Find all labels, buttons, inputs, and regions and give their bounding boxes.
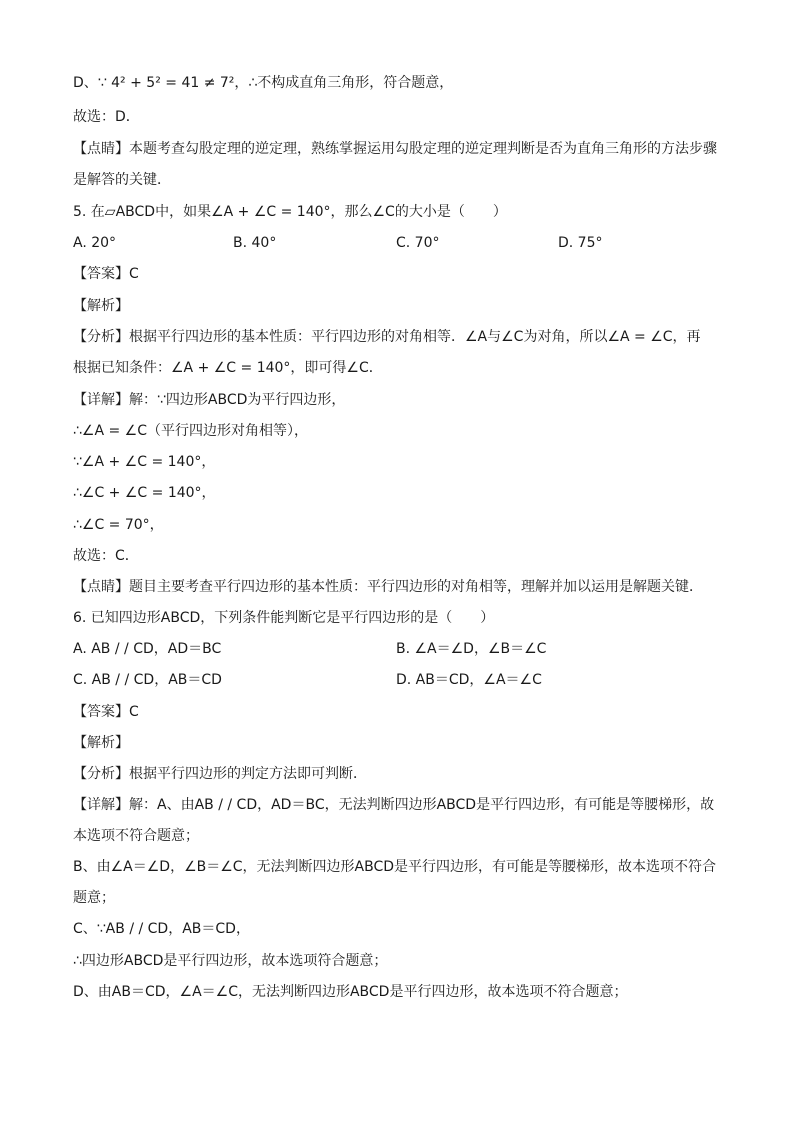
question-5: 5. 在▱ABCD中，如果∠A + ∠C = 140°，那么∠C的大小是（ ） xyxy=(73,204,507,220)
text-line: ∵∠A + ∠C = 140°， xyxy=(73,454,216,470)
question-6: 6. 已知四边形ABCD，下列条件能判断它是平行四边形的是（ ） xyxy=(73,610,495,626)
text-line: 【详解】解：∵四边形ABCD为平行四边形， xyxy=(73,392,346,408)
text-line: 【点睛】本题考查勾股定理的逆定理，熟练掌握运用勾股定理的逆定理判断是否为直角三角形的方法步骤 xyxy=(73,141,717,157)
analysis-label: 【解析】 xyxy=(73,735,129,751)
text-line: 【分析】根据平行四边形的基本性质：平行四边形的对角相等．∠A与∠C为对角，所以∠A = ∠C，再 xyxy=(73,329,701,345)
text-line: B、由∠A＝∠D，∠B＝∠C，无法判断四边形ABCD是平行四边形，有可能是等腰梯形，故本选项不符合 xyxy=(73,859,717,875)
text-line: D、由AB＝CD，∠A＝∠C，无法判断四边形ABCD是平行四边形，故本选项不符合题意； xyxy=(73,984,628,1000)
answer-label: 【答案】C xyxy=(73,266,139,282)
q5-option-d: D. 75° xyxy=(558,235,603,251)
text-line: 故选：D． xyxy=(73,109,140,125)
text-line: 【详解】解：A、由AB / / CD，AD＝BC，无法判断四边形ABCD是平行四边形，有可能是等腰梯形，故 xyxy=(73,797,715,813)
text-line: ∴四边形ABCD是平行四边形，故本选项符合题意； xyxy=(73,953,388,969)
text-line: 故选：C． xyxy=(73,548,139,564)
q6-option-d: D. AB＝CD，∠A＝∠C xyxy=(396,672,542,688)
text-line: 本选项不符合题意； xyxy=(73,828,199,844)
answer-label: 【答案】C xyxy=(73,704,139,720)
q5-option-b: B. 40° xyxy=(233,235,277,251)
text-line: D、∵ 4² + 5² = 41 ≠ 7²，∴不构成直角三角形，符合题意， xyxy=(73,75,454,91)
text-line: ∴∠C + ∠C = 140°， xyxy=(73,485,216,501)
q6-option-c: C. AB / / CD，AB＝CD xyxy=(73,672,222,688)
text-line: 题意； xyxy=(73,890,115,906)
text-line: 根据已知条件：∠A + ∠C = 140°，即可得∠C． xyxy=(73,360,383,376)
text-line: 【点睛】题目主要考查平行四边形的基本性质：平行四边形的对角相等，理解并加以运用是解题关键． xyxy=(73,579,703,595)
text-line: ∴∠C = 70°， xyxy=(73,517,164,533)
q5-option-c: C. 70° xyxy=(396,235,440,251)
q5-option-a: A. 20° xyxy=(73,235,117,251)
q6-option-a: A. AB / / CD，AD＝BC xyxy=(73,641,222,657)
text-line: 是解答的关键． xyxy=(73,172,171,188)
q6-option-b: B. ∠A＝∠D，∠B＝∠C xyxy=(396,641,547,657)
analysis-label: 【解析】 xyxy=(73,298,129,314)
text-line: ∴∠A = ∠C（平行四边形对角相等）， xyxy=(73,423,308,439)
text-line: C、∵AB / / CD，AB＝CD， xyxy=(73,921,250,937)
text-line: 【分析】根据平行四边形的判定方法即可判断． xyxy=(73,766,367,782)
